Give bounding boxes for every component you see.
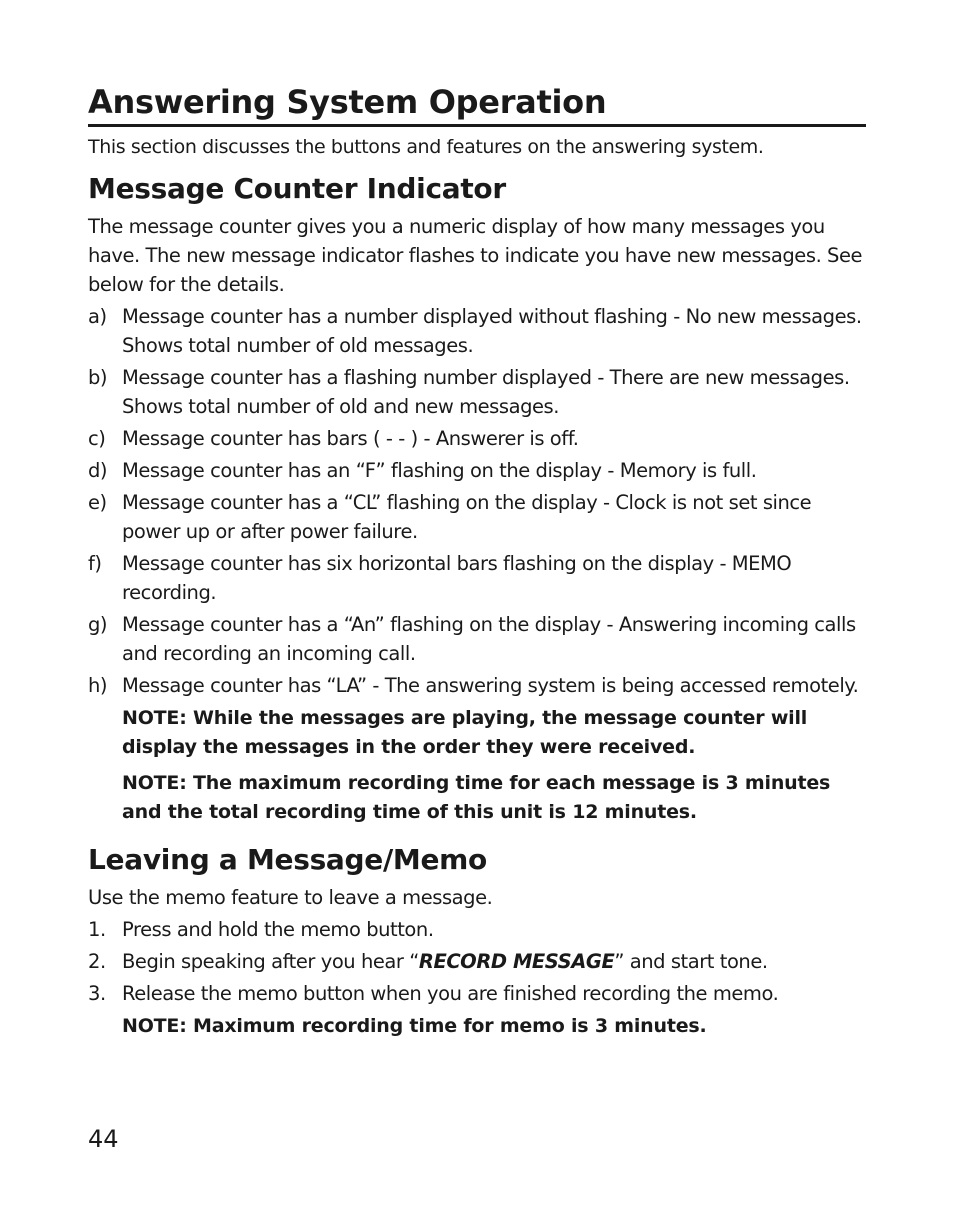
list-marker: e)	[88, 491, 107, 514]
list-item-text-before: Begin speaking after you hear “	[122, 950, 419, 973]
list-item-text: Message counter has a number displayed without flashing - No new messages. Shows total number of old messages.	[122, 305, 862, 357]
list-marker: 2.	[88, 950, 106, 973]
list-marker: h)	[88, 674, 108, 697]
note-playback-order: NOTE: While the messages are playing, the message counter will display the messages in the order they were received.	[122, 707, 808, 758]
list-item	[88, 363, 866, 421]
page-number: 44	[88, 1125, 119, 1153]
list-item-text: Message counter has six horizontal bars flashing on the display - MEMO recording.	[122, 552, 792, 604]
list-item-text: Message counter has a “CL” flashing on the display - Clock is not set since power up or after power failure.	[122, 491, 812, 543]
list-marker: c)	[88, 427, 106, 450]
leaving-memo-description: Use the memo feature to leave a message.	[88, 886, 493, 909]
message-counter-list	[88, 302, 866, 700]
section-heading-leaving-memo: Leaving a Message/Memo	[88, 843, 487, 876]
page-title: Answering System Operation	[88, 80, 866, 127]
message-counter-section	[88, 170, 866, 827]
list-item	[88, 947, 866, 976]
memo-steps-list	[88, 915, 866, 1008]
list-item-text: Release the memo button when you are finished recording the memo.	[122, 982, 779, 1005]
list-item	[88, 488, 866, 546]
list-item	[88, 671, 866, 700]
list-marker: b)	[88, 366, 108, 389]
note-recording-time: NOTE: The maximum recording time for each message is 3 minutes and the total recording time of this unit is 12 minutes.	[122, 772, 831, 823]
list-item-text: Press and hold the memo button.	[122, 918, 434, 941]
list-marker: g)	[88, 613, 108, 636]
list-item-text: Message counter has “LA” - The answering system is being accessed remotely.	[122, 674, 859, 697]
list-item-text: Message counter has an “F” flashing on the display - Memory is full.	[122, 459, 757, 482]
message-counter-description: The message counter gives you a numeric display of how many messages you have. The new message indicator flashes to indicate you have new messages. See below for the details.	[88, 215, 863, 296]
list-item-text: Message counter has bars ( - - ) - Answerer is off.	[122, 427, 579, 450]
list-marker: d)	[88, 459, 108, 482]
list-item-text: Message counter has a flashing number displayed - There are new messages. Shows total number of old and new messages.	[122, 366, 850, 418]
list-item	[88, 979, 866, 1008]
list-item	[88, 424, 866, 453]
record-message-emphasis: RECORD MESSAGE	[418, 950, 615, 973]
list-marker: a)	[88, 305, 107, 328]
list-item-text-after: ” and start tone.	[614, 950, 768, 973]
list-item-text: Message counter has a “An” flashing on the display - Answering incoming calls and recording an incoming call.	[122, 613, 856, 665]
list-marker: 3.	[88, 982, 106, 1005]
list-item	[88, 549, 866, 607]
list-marker: 1.	[88, 918, 106, 941]
list-item	[88, 610, 866, 668]
list-marker: f)	[88, 552, 102, 575]
document-page	[88, 80, 866, 1041]
list-item	[88, 915, 866, 944]
section-heading-message-counter: Message Counter Indicator	[88, 172, 506, 205]
note-memo-time: NOTE: Maximum recording time for memo is 3 minutes.	[122, 1015, 707, 1037]
list-item	[88, 302, 866, 360]
list-item	[88, 456, 866, 485]
leaving-memo-section	[88, 841, 866, 1041]
intro-text: This section discusses the buttons and features on the answering system.	[88, 136, 764, 158]
